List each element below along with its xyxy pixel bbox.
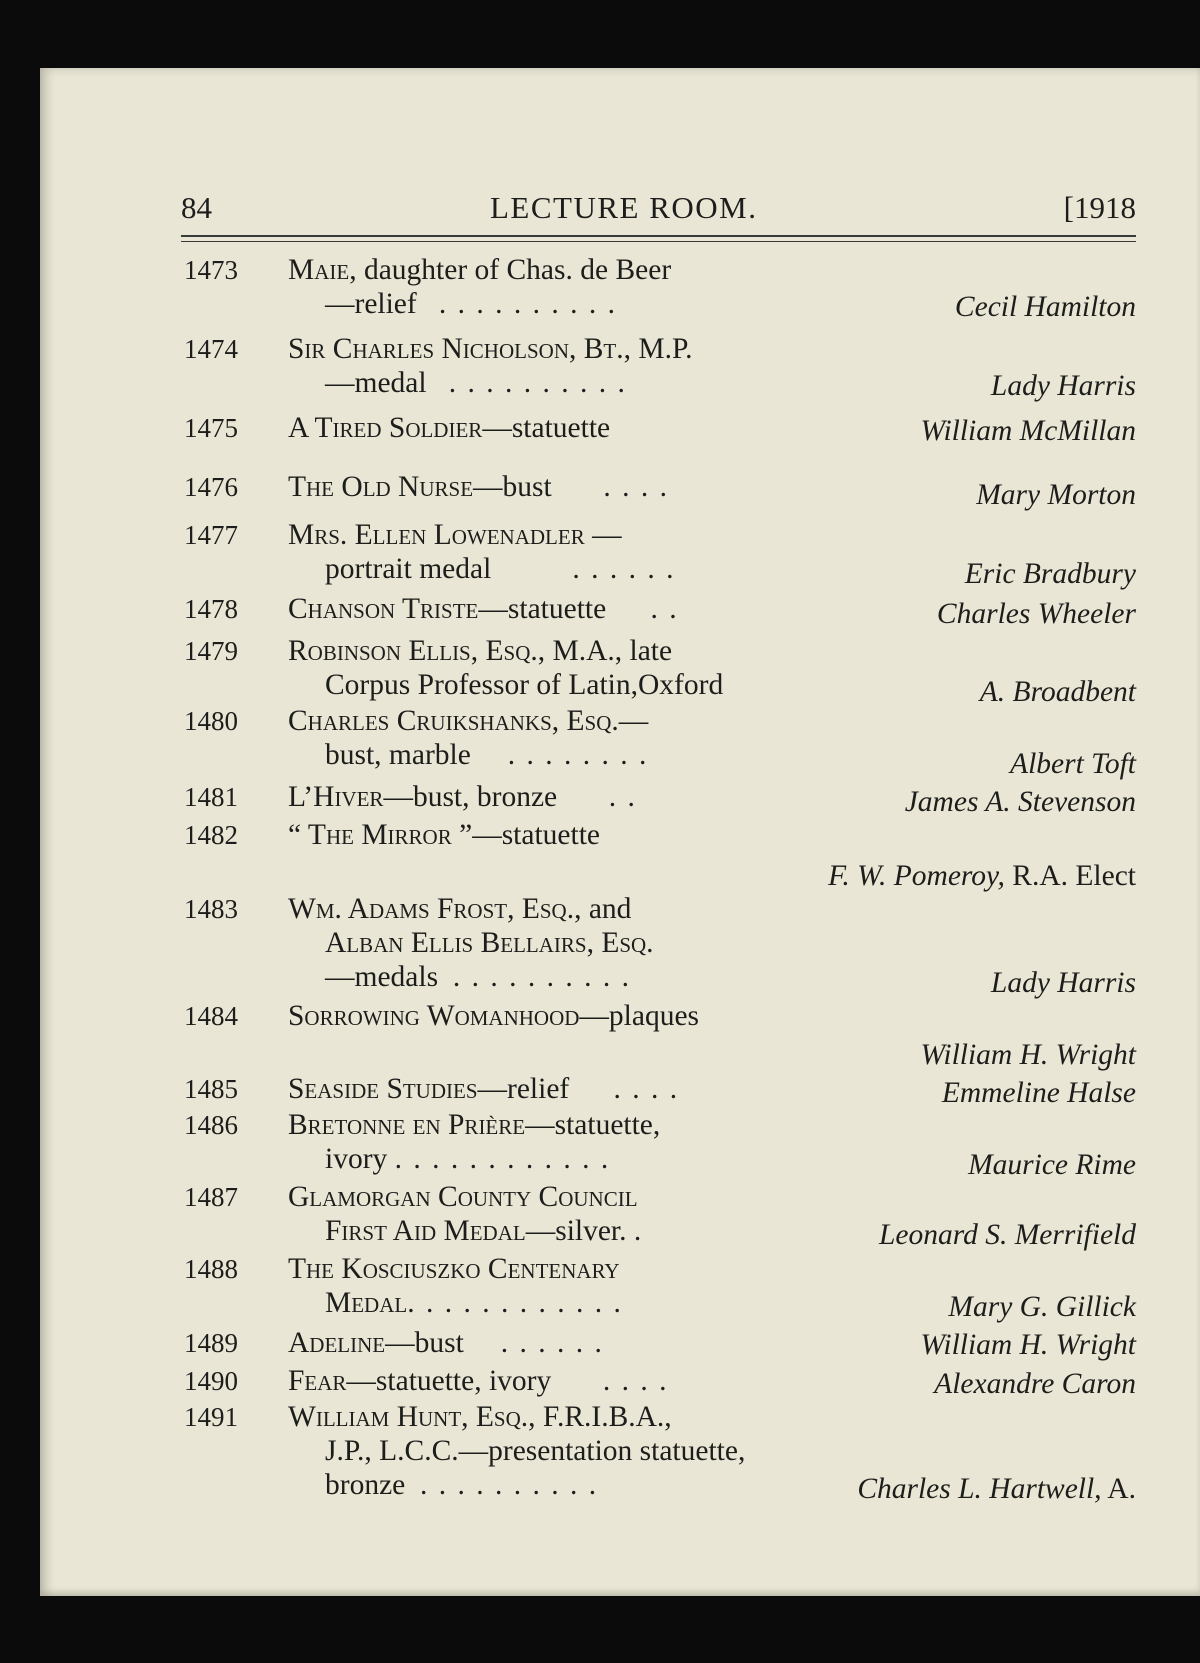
entry-description: — [584,519,622,551]
entry-line2: bust, marble [325,739,471,771]
entry-description: —statuette [472,819,600,851]
entry-title-line [288,1400,672,1434]
leader-dots: . . . . . . [572,553,676,585]
leader-dots: . . . . . . . . . . [438,288,617,320]
entry-number: 1483 [184,894,238,924]
entry-title-line [288,780,637,814]
entry-title-line [288,332,692,366]
entry-title-line [288,470,669,504]
entry-description: —statuette, [525,1109,661,1141]
entry-title-line [288,892,631,926]
entry-continuation: J.P., L.C.C.—presentation statuette, [325,1435,746,1467]
entry-continuation: Corpus Professor of Latin,Oxford [325,669,724,701]
entry-continuation [325,1142,610,1176]
entry-title: Bretonne en Prière [288,1109,526,1141]
entry-artist [828,859,1136,893]
entry-artist: Mary Morton [976,479,1136,511]
entry-description: —statuette, ivory [346,1365,552,1397]
entry-line2: portrait medal [325,553,492,585]
entry-artist [857,1472,1136,1506]
entry-number: 1475 [184,413,238,443]
entry-title-line [288,253,671,287]
entry-number: 1489 [184,1328,238,1358]
entry-number: 1482 [184,820,238,850]
artist-suffix: R.A. Elect [1004,860,1136,892]
entry-line2: —medal [325,367,427,399]
entry-description: —relief [477,1073,570,1105]
entry-continuation [325,1468,598,1502]
entry-artist: Maurice Rime [968,1149,1136,1181]
entry-continuation [325,287,617,321]
leader-dots: . . . . . . . . . . . . [407,1287,623,1319]
entry-continuation: Alban Ellis Bellairs, Esq. [325,927,654,959]
entry-title-line [288,704,648,738]
entry-title-line [288,1326,604,1360]
entry-description: , F.R.I.B.A., [528,1401,672,1433]
entry-title: “ The Mirror ” [288,819,473,851]
entry-description: —bust [473,471,552,503]
running-title: LECTURE ROOM. [490,190,758,225]
entry-description: —bust [385,1327,464,1359]
entry-continuation [325,366,627,400]
entry-title-line [288,1108,660,1142]
page-number: 84 [181,190,212,225]
entry-artist: Emmeline Halse [941,1077,1136,1109]
entry-number: 1485 [184,1074,238,1104]
entry-line2: Medal [325,1287,408,1319]
entry-continuation [325,1286,623,1320]
entry-artist: Lady Harris [990,370,1136,402]
entry-title: Glamorgan County Council [288,1181,638,1213]
leader-dots: . . . . . . [500,1327,604,1359]
entry-artist: William H. Wright [920,1039,1136,1071]
entry-title: Seaside Studies [288,1073,478,1105]
entry-continuation [325,738,648,772]
entry-artist: William H. Wright [920,1329,1136,1361]
entry-title-line [288,818,600,852]
leader-dots: . . . . [603,471,669,503]
entry-number: 1481 [184,782,238,812]
leader-dots: . . . . . . . . . . . . [394,1143,611,1175]
leader-dots: . . . . . . . . . . [448,367,627,399]
entry-title: Wm. Adams Frost, Esq. [288,893,575,925]
entry-artist: William McMillan [920,415,1136,447]
entry-artist: Leonard S. Merrifield [878,1219,1136,1251]
entry-description: , M.A., late [537,635,673,667]
leader-dots: . . . . . . . . . . [452,961,631,993]
entry-line3: —medals [325,961,439,993]
leader-dots: . . [608,781,637,813]
entry-number: 1486 [184,1110,238,1140]
entry-line2: First Aid Medal [325,1215,526,1247]
entry-continuation [325,552,676,586]
entry-title: Charles Cruikshanks, Esq. [288,705,619,737]
entry-description: —silver. . [525,1215,642,1247]
entry-number: 1484 [184,1001,238,1031]
entry-title: Mrs. Ellen Lowenadler [288,519,585,551]
leader-dots: . . . . [613,1073,680,1105]
artist-name: F. W. Pomeroy, [828,860,1005,892]
entry-description: , daughter of Chas. de Beer [349,254,672,286]
entry-description: —statuette [482,412,611,444]
entry-title: L’Hiver [288,781,384,813]
leader-dots: . . . . . . . . [507,739,649,771]
entry-title: Sorrowing Womanhood [288,1000,580,1032]
entry-artist: Lady Harris [990,967,1136,999]
leader-dots: . . . . [602,1365,669,1397]
entry-number: 1490 [184,1366,238,1396]
entry-artist: Charles Wheeler [936,598,1136,630]
entry-number: 1478 [184,594,238,624]
entry-title: Sir Charles Nicholson, Bt., M.P. [288,333,693,365]
entry-artist: Mary G. Gillick [948,1291,1136,1323]
entry-line2: —relief [325,288,417,320]
running-year: [1918 [1063,190,1136,225]
entry-number: 1488 [184,1254,238,1284]
entry-artist: Albert Toft [1010,748,1136,780]
entry-title-line [288,634,672,668]
entry-title-line [288,411,610,445]
entry-line2: ivory [325,1143,388,1175]
leader-dots: . . [650,593,679,625]
entry-number: 1479 [184,636,238,666]
artist-name: Charles L. Hartwell, [857,1473,1102,1505]
entry-title-line [288,592,679,626]
entry-title: Chanson Triste [288,593,479,625]
entry-title: William Hunt, Esq. [288,1401,529,1433]
entry-description: — [618,705,649,737]
entry-artist: Cecil Hamilton [954,291,1136,323]
leader-dots: . . . . . . . . . . [420,1469,599,1501]
entry-title-line [288,518,622,552]
entry-description: —plaques [579,1000,700,1032]
entry-title-line [288,999,699,1033]
entry-description: , and [574,893,632,925]
artist-suffix: A. [1101,1473,1136,1505]
entry-number: 1473 [184,255,238,285]
entry-number: 1474 [184,334,238,364]
entry-line3: bronze [325,1469,406,1501]
entry-number: 1491 [184,1402,238,1432]
entry-artist: A. Broadbent [979,676,1136,708]
entry-title: The Kosciuszko Centenary [288,1253,620,1285]
entry-continuation [325,1214,641,1248]
entry-title-line [288,1072,679,1106]
entry-continuation [325,960,631,994]
entry-description: —statuette [478,593,607,625]
entry-title: The Old Nurse [288,471,474,503]
entry-description: —bust, bronze [383,781,558,813]
entry-artist: James A. Stevenson [904,786,1136,818]
entry-number: 1487 [184,1182,238,1212]
entry-number: 1476 [184,472,238,502]
entry-artist: Eric Bradbury [964,558,1136,590]
entry-title: Maie [288,254,350,286]
entry-title: A Tired Soldier [288,412,483,444]
entry-artist: Alexandre Caron [934,1368,1136,1400]
entry-title: Fear [288,1365,347,1397]
entry-title: Robinson Ellis, Esq. [288,635,538,667]
entry-title-line [288,1364,669,1398]
entry-number: 1480 [184,706,238,736]
entry-number: 1477 [184,520,238,550]
entry-title: Adeline [288,1327,386,1359]
